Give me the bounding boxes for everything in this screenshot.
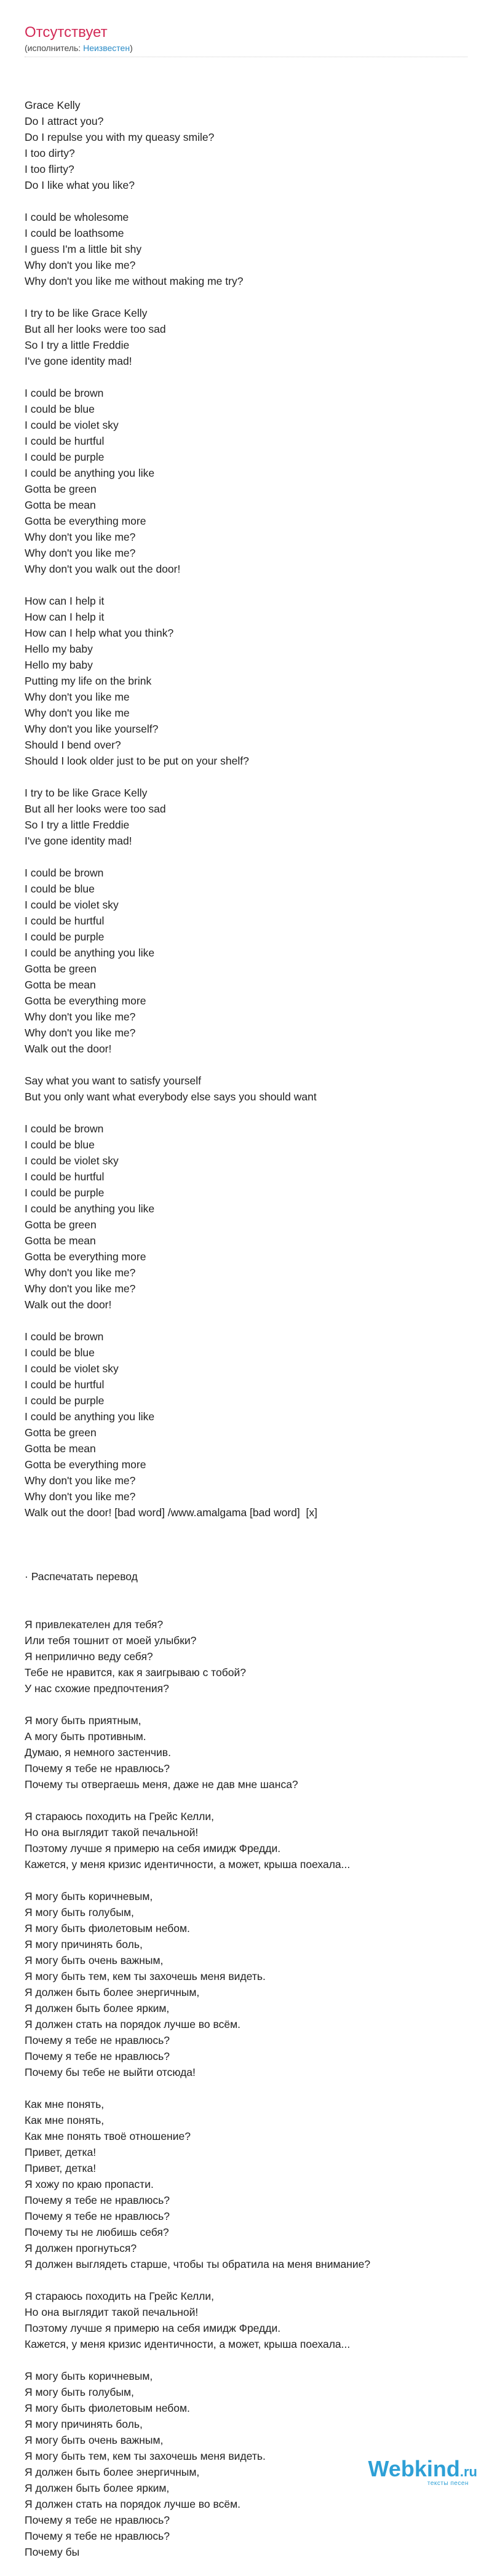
lyric-line: I could be hurtful xyxy=(25,1171,105,1183)
lyric-line: Should I bend over? xyxy=(25,739,121,751)
lyric-line: Почему бы тебе не выйти отсюда! xyxy=(25,2066,196,2078)
logo-wordmark xyxy=(368,2458,477,2483)
lyric-line xyxy=(25,1057,467,1073)
lyric-line: Я могу быть тем, кем ты захочешь меня видеть. xyxy=(25,2450,266,2462)
lyric-line: Я стараюсь походить на Грейс Келли, xyxy=(25,1810,215,1823)
lyric-line: I could be purple xyxy=(25,1187,105,1199)
lyric-line: Gotta be everything more xyxy=(25,995,146,1007)
lyric-line: I could be hurtful xyxy=(25,915,105,927)
lyric-line: Я могу быть коричневым, xyxy=(25,1890,153,1902)
lyric-line: I could be brown xyxy=(25,387,104,399)
lyric-line: Я должен выглядеть старше, чтобы ты обратила на меня внимание? xyxy=(25,2258,371,2270)
lyric-line: Why don't you like me? xyxy=(25,1011,136,1023)
lyric-line: I could be blue xyxy=(25,1346,95,1359)
lyric-line xyxy=(25,1872,467,1888)
lyric-line: Почему я тебе не нравлюсь? xyxy=(25,2210,170,2222)
lyric-line: Gotta be green xyxy=(25,963,97,975)
lyric-line: I could be blue xyxy=(25,403,95,415)
lyric-line: Я должен быть более энергичным, xyxy=(25,1986,200,1998)
lyric-line: I could be purple xyxy=(25,1394,105,1407)
lyric-line: Why don't you like me? xyxy=(25,259,136,271)
lyric-line: Почему ты не любишь себя? xyxy=(25,2226,169,2238)
lyric-line: I could be brown xyxy=(25,1330,104,1343)
lyric-line: I could be anything you like xyxy=(25,947,155,959)
lyric-line: Why don't you like me xyxy=(25,691,130,703)
lyric-line: Why don't you like me? xyxy=(25,1282,136,1295)
lyric-line: I too dirty? xyxy=(25,147,75,159)
lyric-line: Do I repulse you with my queasy smile? xyxy=(25,131,215,143)
lyric-line xyxy=(25,2080,467,2096)
lyric-line: I could be anything you like xyxy=(25,1410,155,1423)
lyric-line: I could be brown xyxy=(25,1123,104,1135)
lyric-line xyxy=(25,2272,467,2288)
lyric-line: Я могу быть коричневым, xyxy=(25,2370,153,2382)
lyric-line: Как мне понять твоё отношение? xyxy=(25,2130,191,2142)
lyric-line xyxy=(25,289,467,305)
lyric-line: Why don't you like me? xyxy=(25,531,136,543)
lyric-line xyxy=(25,769,467,785)
lyric-line: Я могу быть фиолетовым небом. xyxy=(25,2402,190,2414)
lyric-line: Я могу быть тем, кем ты захочешь меня видеть. xyxy=(25,1970,266,1982)
lyric-line: I could be violet sky xyxy=(25,419,119,431)
lyric-line: I've gone identity mad! xyxy=(25,355,132,367)
lyric-line: So I try a little Freddie xyxy=(25,339,130,351)
lyric-line: Я могу быть голубым, xyxy=(25,2386,134,2398)
lyric-line xyxy=(25,1521,467,1536)
lyric-line: Думаю, я немного застенчив. xyxy=(25,1746,171,1759)
lyric-line: Gotta be mean xyxy=(25,979,96,991)
lyric-line: Gotta be green xyxy=(25,483,97,495)
logo-tagline: тексты песен xyxy=(427,2480,469,2487)
lyric-line: Привет, детка! xyxy=(25,2146,97,2158)
lyric-line: Я должен стать на порядок лучше во всём. xyxy=(25,2498,240,2510)
lyric-line: How can I help it xyxy=(25,611,105,623)
lyric-line: I could be blue xyxy=(25,883,95,895)
lyric-line: I could be violet sky xyxy=(25,1155,119,1167)
lyric-line: Но она выглядит такой печальной! xyxy=(25,1826,199,1839)
byline-suffix: ) xyxy=(130,43,133,53)
lyric-line: How can I help what you think? xyxy=(25,627,174,639)
lyric-line: Я стараюсь походить на Грейс Келли, xyxy=(25,2290,215,2302)
lyric-line: Почему я тебе не нравлюсь? xyxy=(25,2530,170,2542)
lyric-line: I guess I'm a little bit shy xyxy=(25,243,142,255)
lyric-line: Почему я тебе не нравлюсь? xyxy=(25,2194,170,2206)
lyric-line: Кажется, у меня кризис идентичности, а может, крыша поехала... xyxy=(25,2338,351,2350)
lyrics-body xyxy=(25,65,467,2576)
lyric-line: Я могу причинять боль, xyxy=(25,2418,143,2430)
lyric-line: Hello my baby xyxy=(25,659,93,671)
lyric-line: Я могу быть очень важным, xyxy=(25,2434,164,2446)
byline-prefix: (исполнитель: xyxy=(25,43,84,53)
translated-lyrics xyxy=(25,1616,467,2560)
lyric-line: У нас схожие предпочтения? xyxy=(25,1682,169,1695)
lyric-line: А могу быть противным. xyxy=(25,1730,146,1743)
lyric-line: Why don't you like me? xyxy=(25,1490,136,1503)
lyric-line: Why don't you like me without making me try? xyxy=(25,275,244,287)
lyric-line: Поэтому лучше я примерю на себя имидж Фредди. xyxy=(25,1842,281,1854)
lyric-line: I could be loathsome xyxy=(25,227,124,239)
lyric-line: Why don't you like me xyxy=(25,707,130,719)
lyric-line: Почему я тебе не нравлюсь? xyxy=(25,2034,170,2046)
lyric-line xyxy=(25,1792,467,1808)
lyric-line: Walk out the door! xyxy=(25,1043,112,1055)
lyric-line: I could be brown xyxy=(25,867,104,879)
lyric-line: Say what you want to satisfy yourself xyxy=(25,1075,201,1087)
lyric-line: Do I attract you? xyxy=(25,115,104,127)
lyric-line xyxy=(25,1105,467,1121)
lyric-line: Why don't you like me? xyxy=(25,1027,136,1039)
lyric-line: Gotta be mean xyxy=(25,1234,96,1247)
print-translation-link[interactable]: · Распечатать перевод xyxy=(25,1570,138,1583)
lyric-line: I could be anything you like xyxy=(25,467,155,479)
lyric-line: I could be purple xyxy=(25,451,105,463)
lyric-line: Поэтому лучше я примерю на себя имидж Фредди. xyxy=(25,2322,281,2334)
artist-byline xyxy=(25,42,467,57)
lyric-line: Hello my baby xyxy=(25,643,93,655)
lyric-line: I could be violet sky xyxy=(25,1362,119,1375)
lyric-line: Walk out the door! xyxy=(25,1298,112,1311)
lyric-line: Grace Kelly xyxy=(25,99,81,111)
lyric-line: Я должен быть более энергичным, xyxy=(25,2466,200,2478)
lyric-line: Почему ты отвергаешь меня, даже не дав мне шанса? xyxy=(25,1778,298,1791)
lyric-line: Я привлекателен для тебя? xyxy=(25,1618,164,1631)
lyric-line: I could be blue xyxy=(25,1139,95,1151)
lyric-line: Почему я тебе не нравлюсь? xyxy=(25,1762,170,1775)
lyric-line: Я должен прогнуться? xyxy=(25,2242,137,2254)
lyric-line: I try to be like Grace Kelly xyxy=(25,787,148,799)
artist-link[interactable]: Неизвестен xyxy=(83,43,130,53)
lyric-line: I could be wholesome xyxy=(25,211,129,223)
original-lyrics xyxy=(25,97,467,1536)
lyric-line: I could be hurtful xyxy=(25,1378,105,1391)
lyric-line: I could be purple xyxy=(25,931,105,943)
lyric-line xyxy=(25,369,467,385)
lyric-line: But all her looks were too sad xyxy=(25,323,166,335)
lyric-line xyxy=(25,849,467,865)
song-header xyxy=(25,23,467,57)
lyric-line: Я неприлично веду себя? xyxy=(25,1650,153,1663)
lyric-line: Я могу быть приятным, xyxy=(25,1714,141,1727)
lyric-line: Почему я тебе не нравлюсь? xyxy=(25,2050,170,2062)
logo-tld: .ru xyxy=(459,2464,477,2479)
lyric-line: Я должен быть более ярким, xyxy=(25,2482,170,2494)
webkind-logo[interactable] xyxy=(342,2458,477,2487)
lyric-line: How can I help it xyxy=(25,595,105,607)
lyric-line: Gotta be green xyxy=(25,1218,97,1231)
lyric-line: Я хожу по краю пропасти. xyxy=(25,2178,154,2190)
lyric-line: Gotta be green xyxy=(25,1426,97,1439)
lyric-line: Gotta be everything more xyxy=(25,515,146,527)
lyric-line: I try to be like Grace Kelly xyxy=(25,307,148,319)
lyric-line: I could be violet sky xyxy=(25,899,119,911)
lyric-line xyxy=(25,193,467,209)
lyric-line: Я могу быть голубым, xyxy=(25,1906,134,1918)
lyric-line: Gotta be mean xyxy=(25,499,96,511)
lyric-line: Why don't you like me? xyxy=(25,1266,136,1279)
lyric-line: I could be hurtful xyxy=(25,435,105,447)
lyric-line: Gotta be mean xyxy=(25,1442,96,1455)
lyric-line: I could be anything you like xyxy=(25,1203,155,1215)
lyric-line: I've gone identity mad! xyxy=(25,835,132,847)
page-title: Отсутствует xyxy=(25,24,108,41)
lyric-line: Я могу быть очень важным, xyxy=(25,1954,164,1966)
lyric-line: Тебе не нравится, как я заигрываю с тобой? xyxy=(25,1666,246,1679)
lyric-line xyxy=(25,1696,467,1712)
lyric-line: Why don't you like yourself? xyxy=(25,723,159,735)
lyric-line: Why don't you like me? xyxy=(25,547,136,559)
lyric-line: I too flirty? xyxy=(25,163,74,175)
lyric-line: Как мне понять, xyxy=(25,2098,105,2110)
lyric-line xyxy=(25,2352,467,2368)
lyric-line: Putting my life on the brink xyxy=(25,675,152,687)
lyric-line: Привет, детка! xyxy=(25,2162,97,2174)
lyric-line: Why don't you walk out the door! xyxy=(25,563,181,575)
lyric-line: Кажется, у меня кризис идентичности, а может, крыша поехала... xyxy=(25,1858,351,1870)
lyric-line: Do I like what you like? xyxy=(25,179,135,191)
lyric-line: Why don't you like me? xyxy=(25,1474,136,1487)
lyric-line: So I try a little Freddie xyxy=(25,819,130,831)
lyric-line: Но она выглядит такой печальной! xyxy=(25,2306,199,2318)
lyric-line: Или тебя тошнит от моей улыбки? xyxy=(25,1634,197,1647)
logo-name: Webkind xyxy=(368,2456,460,2481)
lyric-line xyxy=(25,1313,467,1329)
lyric-line: But you only want what everybody else says you should want xyxy=(25,1091,317,1103)
lyric-line: Gotta be everything more xyxy=(25,1250,146,1263)
lyric-line: Я могу причинять боль, xyxy=(25,1938,143,1950)
lyric-line: Почему я тебе не нравлюсь? xyxy=(25,2514,170,2526)
lyric-line: Should I look older just to be put on your shelf? xyxy=(25,755,249,767)
lyric-line xyxy=(25,577,467,593)
lyric-line: Я должен стать на порядок лучше во всём. xyxy=(25,2018,240,2030)
lyric-line: Почему бы xyxy=(25,2546,80,2558)
lyric-line: Walk out the door! [bad word] /www.amalgama [bad word] [x] xyxy=(25,1506,317,1519)
lyric-line: Я должен быть более ярким, xyxy=(25,2002,170,2014)
lyric-line: But all her looks were too sad xyxy=(25,803,166,815)
lyric-line: Как мне понять, xyxy=(25,2114,105,2126)
lyric-line: Я могу быть фиолетовым небом. xyxy=(25,1922,190,1934)
lyric-line: Gotta be everything more xyxy=(25,1458,146,1471)
